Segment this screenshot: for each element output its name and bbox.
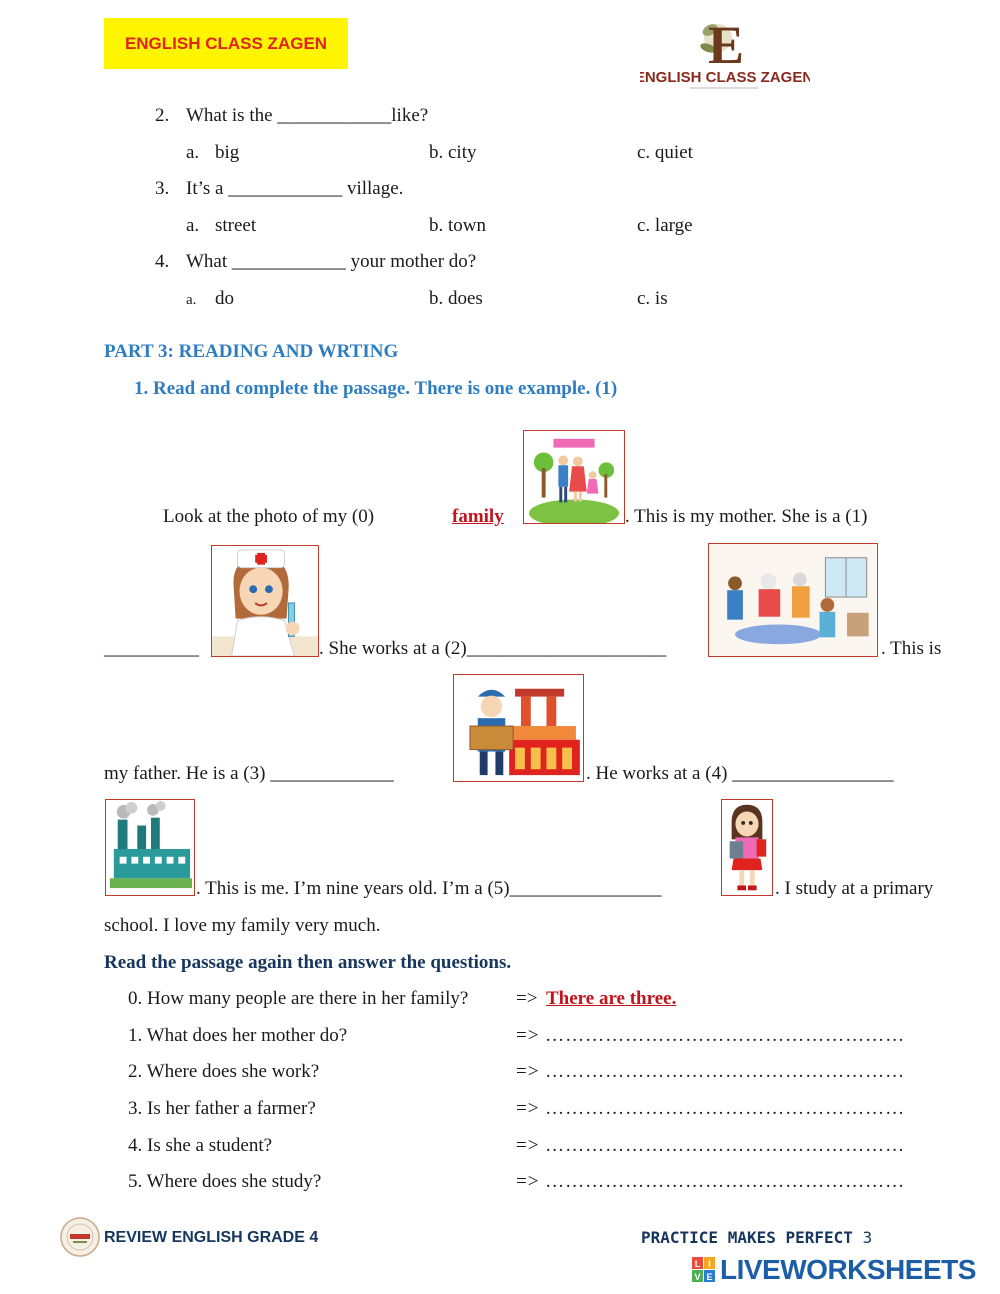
qa-answer-line-1[interactable]: => ……………………………………………… bbox=[516, 1025, 906, 1046]
option-letter: a. bbox=[186, 292, 197, 308]
liveworksheets-brand[interactable] bbox=[692, 1254, 976, 1286]
option-c: c. quiet bbox=[637, 142, 693, 163]
qa-answer-line-3[interactable]: => ……………………………………………… bbox=[516, 1098, 906, 1119]
class-logo bbox=[640, 8, 810, 94]
passage-line4-end: . I study at a primary bbox=[775, 878, 934, 899]
qa-answer-line-5[interactable]: => ……………………………………………… bbox=[516, 1171, 906, 1192]
task2-instruction: Read the passage again then answer the questions. bbox=[104, 952, 512, 973]
footer-seal-icon bbox=[60, 1217, 100, 1257]
footer-motto-text: PRACTICE MAKES PERFECT bbox=[641, 1228, 853, 1247]
option-b: b. city bbox=[429, 142, 477, 163]
option-b: b. town bbox=[429, 215, 486, 236]
example-answer: family bbox=[452, 506, 504, 527]
passage-line4-start: . This is me. I’m nine years old. I’m a (5)________________ bbox=[196, 878, 662, 899]
page-number: 3 bbox=[862, 1228, 873, 1247]
passage-line5: school. I love my family very much. bbox=[104, 915, 381, 936]
option-c: c. is bbox=[637, 288, 668, 309]
factory-picture bbox=[105, 799, 195, 896]
passage-line2-mid: . She works at a (2)_____________________ bbox=[319, 638, 667, 659]
option-b: b. does bbox=[429, 288, 483, 309]
nursing-home-picture bbox=[708, 543, 878, 657]
passage-line3-end: . He works at a (4) _________________ bbox=[586, 763, 894, 784]
part3-title: PART 3: READING AND WRTING bbox=[104, 341, 399, 362]
logo-text: ENGLISH CLASS ZAGEN bbox=[640, 69, 810, 86]
svg-text:V: V bbox=[694, 1272, 701, 1282]
option-a: do bbox=[215, 288, 234, 309]
svg-text:E: E bbox=[706, 1272, 713, 1282]
question-3-text: It’s a ____________ village. bbox=[186, 178, 404, 199]
question-4-text: What ____________ your mother do? bbox=[186, 251, 477, 272]
qa-question-2: 2. Where does she work? bbox=[128, 1061, 320, 1082]
class-badge-text: ENGLISH CLASS ZAGEN bbox=[124, 34, 328, 53]
passage-line1-start: Look at the photo of my (0) bbox=[163, 506, 375, 527]
question-2-number: 2. bbox=[155, 105, 170, 126]
svg-text:I: I bbox=[708, 1259, 711, 1269]
nurse-picture bbox=[211, 545, 319, 657]
option-letter: a. bbox=[186, 215, 200, 236]
student-picture bbox=[721, 799, 773, 896]
question-3-number: 3. bbox=[155, 178, 170, 199]
option-a: street bbox=[215, 215, 257, 236]
blank-1: __________ bbox=[104, 638, 199, 659]
qa-arrow-0: => bbox=[516, 988, 538, 1009]
passage-line1-end: . This is my mother. She is a (1) bbox=[625, 506, 868, 527]
qa-question-3: 3. Is her father a farmer? bbox=[128, 1098, 316, 1119]
worker-picture bbox=[453, 674, 584, 782]
footer-course-title: REVIEW ENGLISH GRADE 4 bbox=[104, 1229, 319, 1246]
qa-question-5: 5. Where does she study? bbox=[128, 1171, 322, 1192]
passage-line3-start: my father. He is a (3) _____________ bbox=[104, 763, 394, 784]
option-letter: a. bbox=[186, 142, 200, 163]
task1-instruction: 1. Read and complete the passage. There is one example. (1) bbox=[134, 378, 618, 399]
liveworksheets-tiles-icon bbox=[692, 1257, 716, 1283]
svg-text:L: L bbox=[694, 1259, 701, 1269]
question-4-number: 4. bbox=[155, 251, 170, 272]
qa-question-1: 1. What does her mother do? bbox=[128, 1025, 348, 1046]
question-2-text: What is the ____________like? bbox=[186, 105, 429, 126]
option-c: c. large bbox=[637, 215, 693, 236]
class-badge bbox=[104, 18, 348, 69]
family-picture bbox=[523, 430, 625, 524]
passage-line2-end: . This is bbox=[881, 638, 942, 659]
qa-question-4: 4. Is she a student? bbox=[128, 1135, 273, 1156]
liveworksheets-wordmark: LIVEWORKSHEETS bbox=[720, 1254, 976, 1285]
qa-answer-0: There are three. bbox=[546, 988, 677, 1009]
qa-answer-line-2[interactable]: => ……………………………………………… bbox=[516, 1061, 906, 1082]
option-a: big bbox=[215, 142, 240, 163]
footer-motto bbox=[641, 1228, 872, 1248]
qa-question-0: 0. How many people are there in her family? bbox=[128, 988, 469, 1009]
qa-answer-line-4[interactable]: => ……………………………………………… bbox=[516, 1135, 906, 1156]
logo-letter: E bbox=[707, 15, 745, 75]
